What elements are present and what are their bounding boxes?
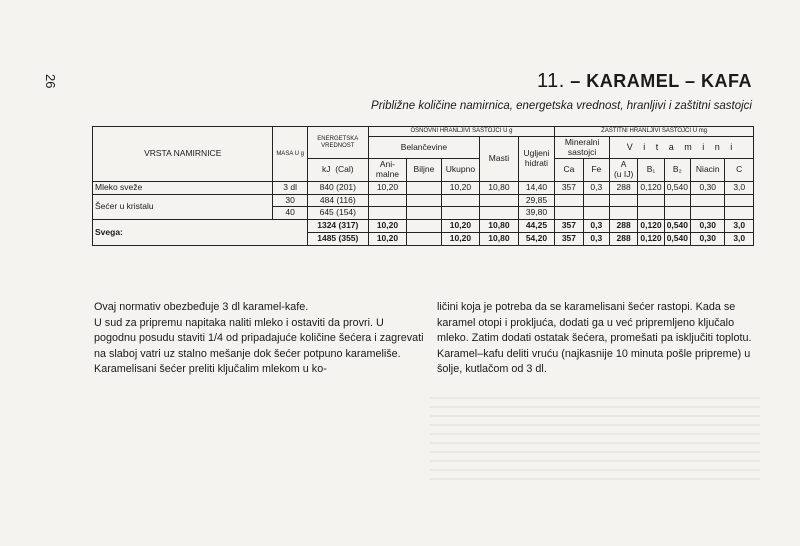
header-ani: Ani- malne [368, 159, 407, 182]
cell-ani: 10,20 [368, 220, 407, 233]
recipe-text-left [94, 300, 424, 378]
header-vrsta: VRSTA NAMIRNICE [93, 127, 273, 182]
cell-ani: 10,20 [368, 181, 407, 194]
header-cal: (Cal) [335, 164, 354, 175]
cell-masa: 3 dl [273, 181, 307, 194]
cell-ukupno [441, 207, 480, 220]
cell-masa: 30 [273, 194, 307, 207]
cell-biljne [407, 220, 441, 233]
header-a-label: A [620, 159, 627, 170]
cell-energ: 484 (116) [307, 194, 368, 207]
cell-niacin [691, 194, 725, 207]
cell-ugljeni: 44,25 [518, 220, 555, 233]
cell-masti [480, 194, 519, 207]
cell-b2: 0,540 [664, 233, 690, 246]
cell-b1 [638, 207, 664, 220]
cell-energ: 840 (201) [307, 181, 368, 194]
recipe-intro: Ovaj normativ obezbeđuje 3 dl karamel-kafe. [94, 301, 309, 313]
total-label: Svega: [93, 220, 308, 246]
header-belancevine: Belančevine [368, 136, 479, 159]
cell-a [609, 207, 637, 220]
recipe-text-right [437, 300, 757, 378]
cell-ca [555, 194, 583, 207]
cell-biljne [407, 194, 441, 207]
cell-niacin [691, 207, 725, 220]
header-ca: Ca [555, 159, 583, 182]
cell-ugljeni: 54,20 [518, 233, 555, 246]
cell-fe: 0,3 [583, 220, 609, 233]
cell-c [725, 194, 754, 207]
header-energ: ENERGETSKA VREDNOST [307, 127, 368, 159]
cell-biljne [407, 207, 441, 220]
cell-c [725, 207, 754, 220]
header-c: C [725, 159, 754, 182]
header-fe: Fe [583, 159, 609, 182]
cell-fe [583, 194, 609, 207]
cell-ani [368, 194, 407, 207]
cell-ugljeni: 29,85 [518, 194, 555, 207]
chapter-title [537, 70, 752, 93]
cell-a: 288 [609, 233, 637, 246]
header-kj-cal [307, 159, 368, 182]
total-row [93, 220, 754, 233]
header-masa: MASA U g [273, 127, 307, 182]
cell-ukupno: 10,20 [441, 220, 480, 233]
cell-name: Šećer u kristalu [93, 194, 273, 220]
cell-fe [583, 207, 609, 220]
cell-a [609, 194, 637, 207]
cell-c: 3,0 [725, 233, 754, 246]
header-a [609, 159, 637, 182]
header-mineralni: Mineralni sastojci [555, 136, 610, 159]
recipe-steps-cont: ličini koja je potreba da se karamelisani šećer rastopi. Kada se karamel otopi i prokljuća, dodati ga u već pripremljeno ključalo mleko. Zatim dodati ostatak šećera, promešati pa isključiti toplotu. Karamel–kafu deliti vruću (najkasnije 10 minuta pošle pripreme) u šolje, kutlačom od 3 dl. [437, 301, 752, 375]
cell-ukupno: 10,20 [441, 233, 480, 246]
table-row [93, 194, 754, 207]
cell-ukupno [441, 194, 480, 207]
cell-ca: 357 [555, 220, 583, 233]
header-ukupno: Ukupno [441, 159, 480, 182]
header-kj: kJ [321, 164, 331, 175]
cell-a: 288 [609, 181, 637, 194]
cell-b2 [664, 207, 690, 220]
header-ugljeni: Ugljeni hidrati [518, 136, 555, 181]
cell-fe: 0,3 [583, 181, 609, 194]
cell-ca: 357 [555, 233, 583, 246]
header-vitamini: V i t a m i n i [609, 136, 753, 159]
cell-masa: 40 [273, 207, 307, 220]
cell-ca: 357 [555, 181, 583, 194]
cell-masti: 10,80 [480, 181, 519, 194]
cell-fe: 0,3 [583, 233, 609, 246]
cell-biljne [407, 181, 441, 194]
cell-b1: 0,120 [638, 233, 664, 246]
cell-ani [368, 207, 407, 220]
cell-energ: 1324 (317) [307, 220, 368, 233]
bleed-through-texture [430, 390, 760, 480]
cell-b2 [664, 194, 690, 207]
cell-energ: 645 (154) [307, 207, 368, 220]
table-row [93, 181, 754, 194]
header-b1: B₁ [638, 159, 664, 182]
cell-biljne [407, 233, 441, 246]
cell-c: 3,0 [725, 220, 754, 233]
header-niacin: Niacin [691, 159, 725, 182]
header-osnovni: OSNOVNI HRANLJIVI SASTOJCI U g [368, 127, 555, 137]
cell-ukupno: 10,20 [441, 181, 480, 194]
cell-niacin: 0,30 [691, 181, 725, 194]
cell-ugljeni: 14,40 [518, 181, 555, 194]
cell-niacin: 0,30 [691, 233, 725, 246]
cell-niacin: 0,30 [691, 220, 725, 233]
header-zastitni: ZAŠTITNI HRANLJIVI SASTOJCI U mg [555, 127, 754, 137]
page-number: 26 [43, 74, 58, 89]
cell-masti: 10,80 [480, 220, 519, 233]
header-masti: Masti [480, 136, 519, 181]
cell-b2: 0,540 [664, 181, 690, 194]
cell-name: Mleko sveže [93, 181, 273, 194]
cell-b1: 0,120 [638, 181, 664, 194]
nutrition-table [92, 126, 754, 246]
header-a-unit: (u IJ) [613, 169, 634, 180]
header-biljne: Biljne [407, 159, 441, 182]
chapter-number: 11. [536, 70, 565, 92]
cell-ani: 10,20 [368, 233, 407, 246]
cell-masti: 10,80 [480, 233, 519, 246]
header-b2: B₂ [664, 159, 690, 182]
cell-b1 [638, 194, 664, 207]
table-subtitle: Približne količine namirnica, energetska vrednost, hranljivi i zaštitni sastojci [371, 100, 752, 112]
cell-ugljeni: 39,80 [518, 207, 555, 220]
cell-ca [555, 207, 583, 220]
cell-energ: 1485 (355) [307, 233, 368, 246]
chapter-title-text: – KARAMEL – KAFA [570, 71, 752, 91]
cell-masti [480, 207, 519, 220]
cell-a: 288 [609, 220, 637, 233]
cell-b2: 0,540 [664, 220, 690, 233]
cell-c: 3,0 [725, 181, 754, 194]
recipe-steps: U sud za pripremu napitaka naliti mleko i ostaviti da provri. U pogodnu posudu staviti 1/4 od pripadajuće količine šećera i zagrevati na slaboj vatri uz stalno mešanje dok šećer potpuno karameliše. Karamelisani šećer preliti ključalim mlekom u ko- [94, 316, 424, 375]
cell-b1: 0,120 [638, 220, 664, 233]
